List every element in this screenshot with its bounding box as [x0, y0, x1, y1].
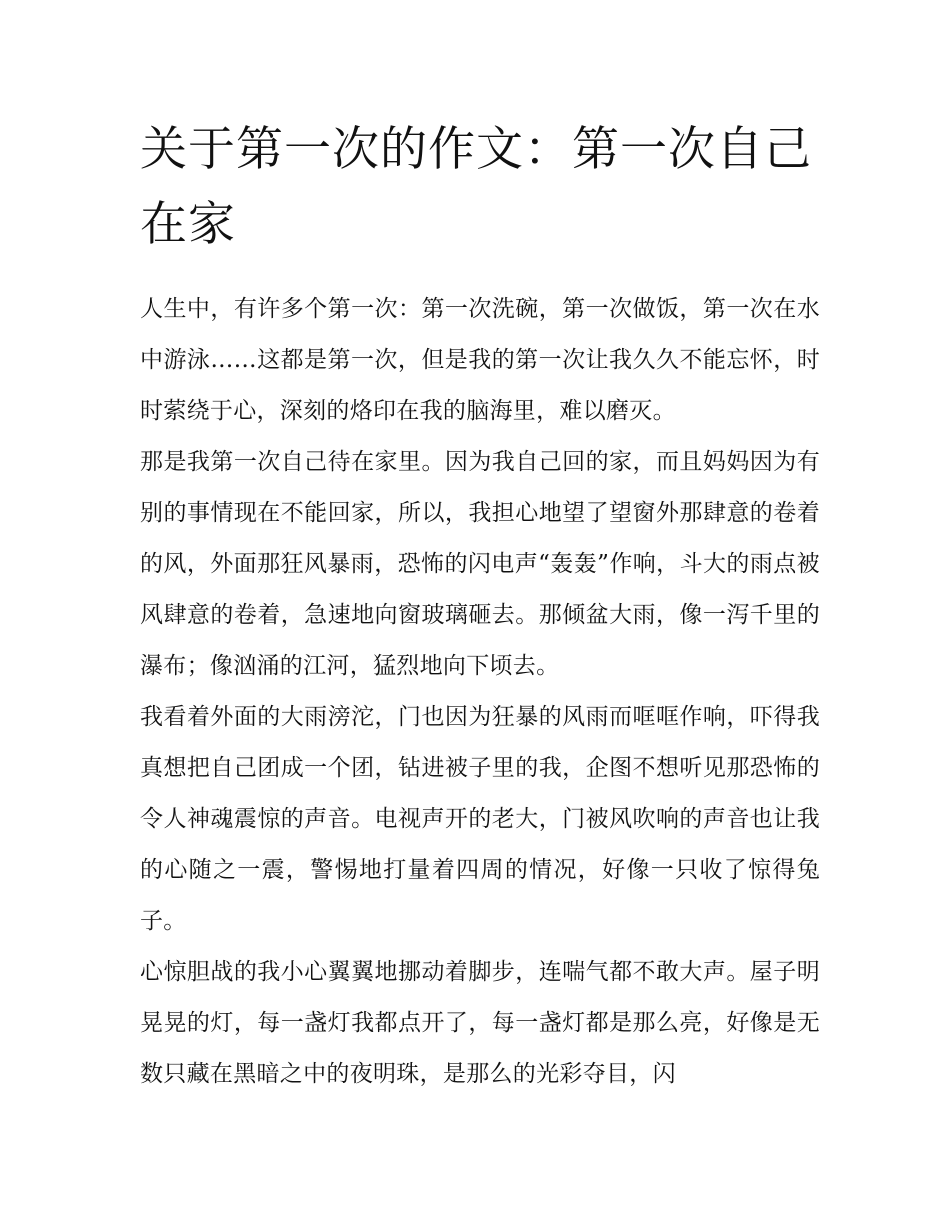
- document-page: [140, 112, 820, 1100]
- paragraph-4: 心惊胆战的我小心翼翼地挪动着脚步，连喘气都不敢大声。屋子明晃晃的灯，每一盏灯我都点开了，每一盏灯都是那么亮，好像是无数只藏在黑暗之中的夜明珠，是那么的光彩夺目，闪: [140, 959, 820, 1087]
- document-body: [140, 284, 820, 1100]
- paragraph-1: 人生中，有许多个第一次：第一次洗碗，第一次做饭，第一次在水中游泳……这都是第一次，但是我的第一次让我久久不能忘怀，时时萦绕于心，深刻的烙印在我的脑海里，难以磨灭。: [140, 296, 820, 424]
- document-title: 关于第一次的作文：第一次自己在家: [140, 122, 812, 252]
- paragraph-2: 那是我第一次自己待在家里。因为我自己回的家，而且妈妈因为有别的事情现在不能回家，所以，我担心地望了望窗外那肆意的卷着的风，外面那狂风暴雨，恐怖的闪电声“轰轰”作响，斗大的雨点被风肆意的卷着，急速地向窗玻璃砸去。那倾盆大雨，像一泻千里的瀑布；像汹涌的江河，猛烈地向下顷去。: [140, 449, 820, 679]
- paragraph-3: 我看着外面的大雨滂沱，门也因为狂暴的风雨而哐哐作响，吓得我真想把自己团成一个团，钻进被子里的我，企图不想听见那恐怖的令人神魂震惊的声音。电视声开的老大，门被风吹响的声音也让我的心随之一震，警惕地打量着四周的情况，好像一只收了惊得兔子。: [140, 704, 820, 934]
